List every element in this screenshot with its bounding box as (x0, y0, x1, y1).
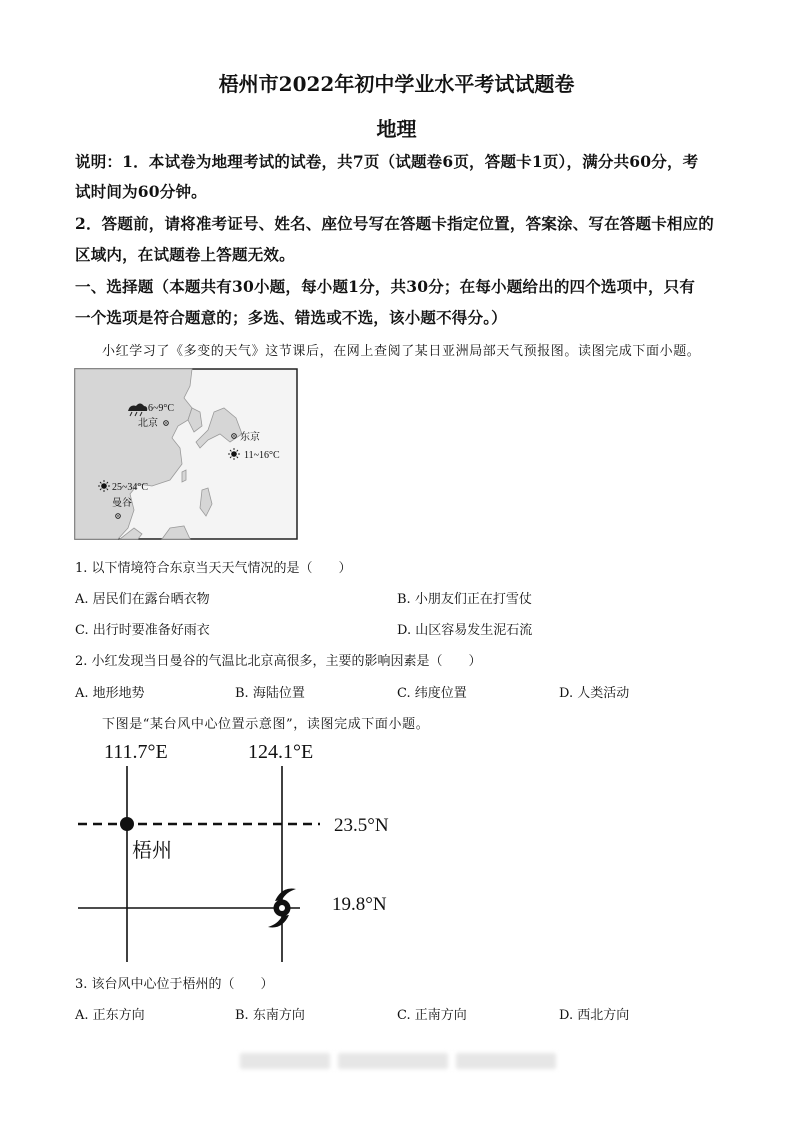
question-2: 2. 小红发现当日曼谷的气温比北京高很多，主要的影响因素是（ ） (75, 654, 482, 669)
passage-weather: 小红学习了《多变的天气》这节课后，在网上查阅了某日亚洲局部天气预报图。读图完成下面小题。 (102, 344, 701, 359)
q2-option-c[interactable]: C. 纬度位置 (397, 686, 467, 701)
instructions-line-1: 说明：1．本试卷为地理考试的试卷，共7页（试题卷6页，答题卡1页），满分共60分，考 (75, 152, 699, 171)
bangkok-label: 曼谷 (112, 498, 132, 509)
subject-title: 地理 (376, 117, 417, 141)
blurred-footer-segment (240, 1053, 330, 1069)
wuzhou-point (120, 817, 134, 831)
longitude-label-1: 111.7°E (104, 741, 168, 763)
q3-option-a[interactable]: A. 正东方向 (75, 1008, 145, 1023)
passage-typhoon: 下图是“某台风中心位置示意图”，读图完成下面小题。 (102, 717, 430, 732)
bangkok-temp: 25~34°C (112, 482, 149, 493)
tokyo-temp: 11~16°C (244, 450, 280, 461)
wuzhou-label: 梧州 (132, 838, 172, 862)
question-3: 3. 该台风中心位于梧州的（ ） (75, 977, 274, 992)
typhoon-position-diagram (70, 736, 410, 968)
latitude-label-2: 19.8°N (332, 894, 387, 915)
instructions-line-2: 试时间为60分钟。 (75, 182, 207, 201)
q2-option-b[interactable]: B. 海陆位置 (235, 686, 305, 701)
q1-option-b[interactable]: B. 小朋友们正在打雪仗 (397, 592, 532, 607)
q1-option-c[interactable]: C. 出行时要准备好雨衣 (75, 623, 210, 638)
q2-option-d[interactable]: D. 人类活动 (559, 686, 630, 701)
beijing-temp: 6~9°C (148, 403, 175, 414)
q1-option-d[interactable]: D. 山区容易发生泥石流 (397, 623, 533, 638)
instructions-line-4: 区域内，在试题卷上答题无效。 (75, 245, 295, 264)
q3-option-b[interactable]: B. 东南方向 (235, 1008, 305, 1023)
beijing-label: 北京 (138, 418, 158, 429)
latitude-label-1: 23.5°N (334, 815, 389, 836)
blurred-footer-segment (456, 1053, 556, 1069)
instructions-line-3: 2．答题前，请将准考证号、姓名、座位号写在答题卡指定位置，答案涂、写在答题卡相应的 (75, 214, 714, 233)
question-1: 1. 以下情境符合东京当天天气情况的是（ ） (75, 561, 352, 576)
page-title: 梧州市2022年初中学业水平考试试题卷 (218, 72, 575, 96)
blurred-footer-segment (338, 1053, 448, 1069)
tokyo-label: 东京 (240, 432, 260, 443)
q3-option-d[interactable]: D. 西北方向 (559, 1008, 630, 1023)
q1-option-a[interactable]: A. 居民们在露台晒衣物 (75, 592, 210, 607)
section-heading-line-2: 一个选项是符合题意的；多选、错选或不选，该小题不得分。） (75, 308, 507, 327)
longitude-label-2: 124.1°E (248, 741, 314, 763)
q2-option-a[interactable]: A. 地形地势 (75, 686, 145, 701)
map-taiwan (182, 470, 186, 482)
section-heading-line-1: 一、选择题（本题共有30小题，每小题1分，共30分；在每小题给出的四个选项中，只有 (75, 277, 696, 296)
asia-weather-map (74, 368, 298, 540)
q3-option-c[interactable]: C. 正南方向 (397, 1008, 467, 1023)
